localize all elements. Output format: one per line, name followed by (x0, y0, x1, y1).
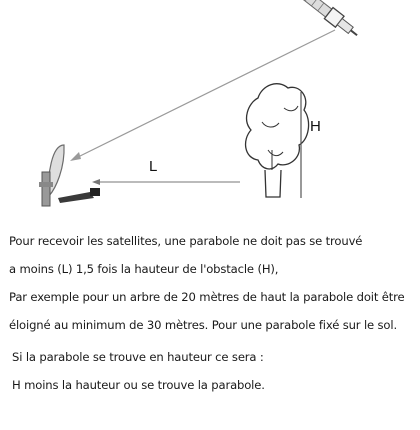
tree-icon (246, 84, 309, 197)
text-line-4: éloigné au minimum de 30 mètres. Pour une parabole fixé sur le sol. (9, 318, 397, 332)
height-label: H (310, 118, 321, 135)
signal-arrowhead (70, 152, 81, 161)
text-line-6: H moins la hauteur ou se trouve la parabole. (12, 378, 265, 392)
text-line-5: Si la parabole se trouve en hauteur ce sera : (12, 350, 264, 364)
satellite-icon (285, 0, 361, 41)
distance-arrowhead (92, 179, 100, 185)
text-line-2: a moins (L) 1,5 fois la hauteur de l'obstacle (H), (9, 262, 279, 276)
text-line-3: Par exemple pour un arbre de 20 mètres de haut la parabole doit être (9, 290, 405, 304)
distance-label: L (149, 158, 158, 175)
satellite-dish-icon (39, 145, 100, 206)
text-line-1: Pour recevoir les satellites, une parabole ne doit pas se trouvé (9, 234, 363, 248)
